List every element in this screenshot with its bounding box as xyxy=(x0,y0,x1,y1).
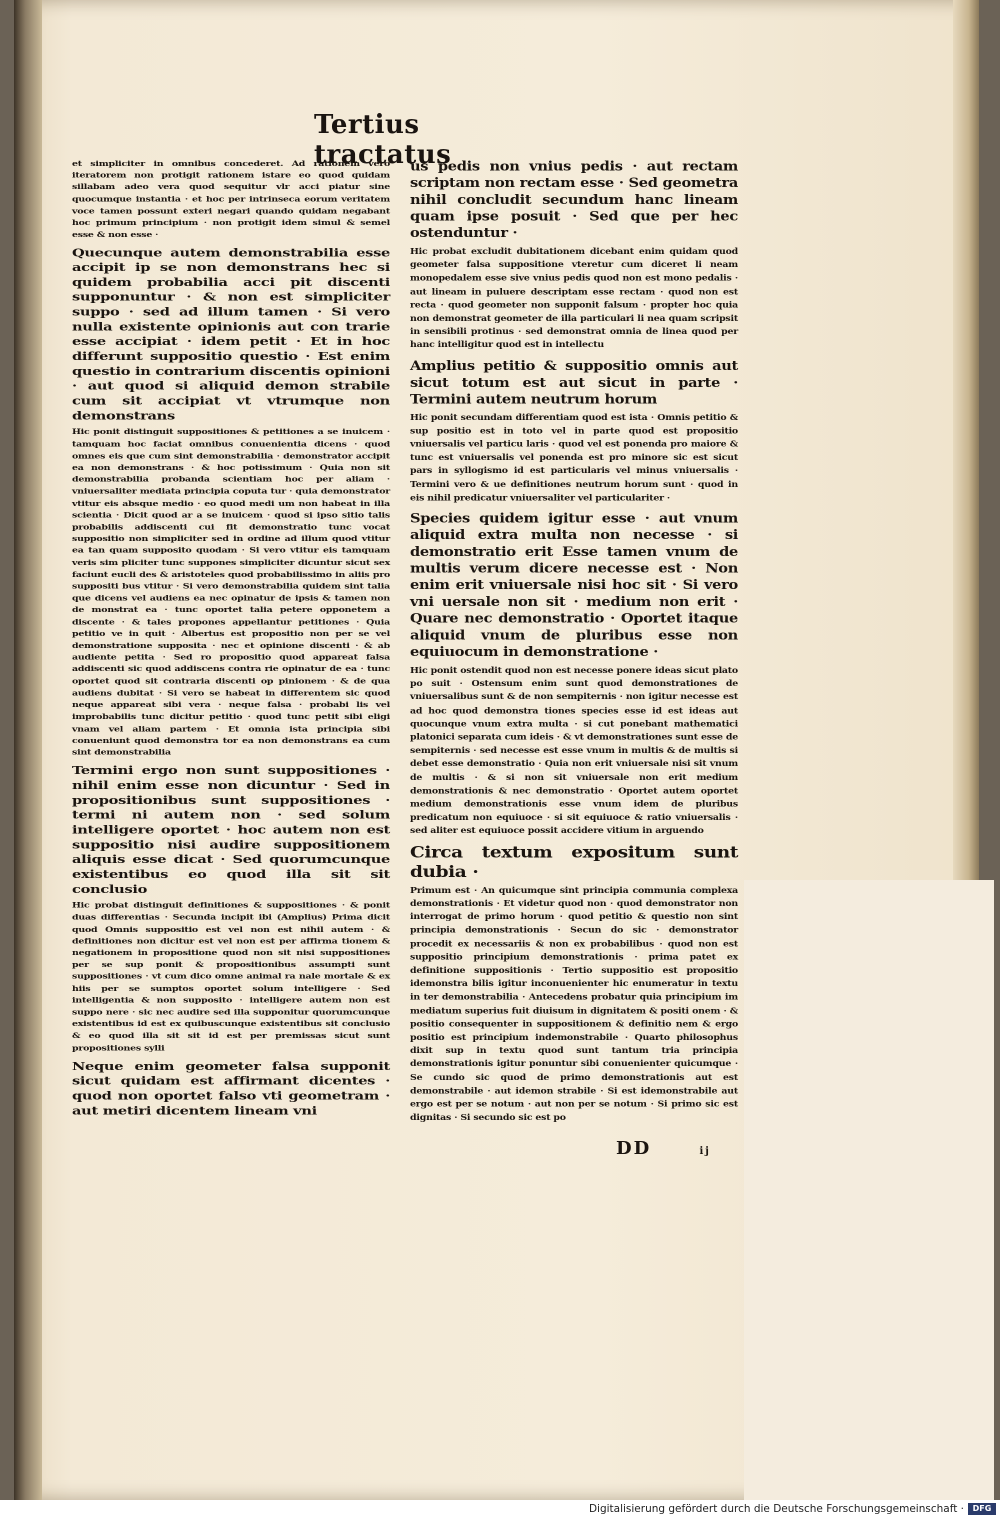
signature-number: ij xyxy=(699,1146,711,1157)
left-column xyxy=(72,158,390,1121)
right_column-paragraph-3: Hic ponit secundam differentiam quod est ista · Omnis petitio & sup positio est in toto vel in parte quod est propositio vniuersalis vel particu laris · quod vel est ponenda pro maiore & tunc est vniuersalis vel ponenda est pro minore sic est sicut pars in syllogismo id est particularis vel minus vniuersalis · Termini vero & ue definitiones neutrum horum sunt · quod in eis nihil predicatur vniuersaliter vel particulariter · xyxy=(410,412,738,503)
right_column-paragraph-5: Hic ponit ostendit quod non est necesse ponere ideas sicut plato po suit · Ostensum enim sunt quod demonstrationes de vniuersalibus sunt & de non sempiternis · non igitur necesse est ad hoc quod demonstra tiones species esse id est ideas aut quocunque vnum extra multa · si cut ponebant mathematici platonici separata cum ideis · & vt demonstrationes sunt esse de sempiternis · sed necesse est esse vnum in multis & de multis si debet esse demonstratio · Quia non erit vniuersale nisi sit vnum de multis · & si non sit vniuersale non erit medium demonstrationis & nec demonstratio · Oportet autem oportet medium demonstrationis esse vnum idem de pluribus predicatum non equiuoce · si sit equiuoce & ratio vniuersalis · sed aliter est equiuoce possit accidere vitium in arguendo xyxy=(410,665,738,837)
dfg-logo: DFG xyxy=(968,1503,996,1515)
right_column-paragraph-0: us pedis non vnius pedis · aut rectam scriptam non rectam esse · Sed geometra nihil concludit secundum hanc lineam quam ipse posuit · Sed que per hec ostenduntur · xyxy=(410,158,738,241)
left_column-paragraph-0: et simpliciter in omnibus concederet. Ad rationem vero iteratorem non protigit rationem istare eo quod quidam sillabam adeo vera quod sequitur vlr acci piatur sine quocumque instantia · et hoc per intrinseca eorum veritatem voce tamen possunt exteri negari quando quidam negabant hoc primum principium · non protigit idem simul & semel esse & non esse · xyxy=(72,159,390,240)
right_column-paragraph-4: Species quidem igitur esse · aut vnum aliquid extra multa non necesse · si demonstratio erit Esse tamen vnum de multis verum dicere necesse est · Non enim erit vniuersale nisi hoc sit · Si vero vni uersale non sit · medium non erit · Quare nec demonstratio · Oportet itaque aliquid vnum de pluribus esse non equiuocum in demonstratione · xyxy=(410,510,738,660)
right_column-paragraph-6: Circa textum expositum sunt dubia · xyxy=(410,843,738,882)
signature-mark xyxy=(616,1138,711,1159)
footer-bar xyxy=(0,1500,1000,1518)
paper-patch xyxy=(744,880,994,1500)
running-head: Tertius tractatus xyxy=(314,110,452,170)
left_column-paragraph-5: Neque enim geometer falsa supponit sicut quidam est affirmant dicentes · quod non oportet falso vti geometram · aut metiri dicentem lineam vni xyxy=(72,1059,390,1118)
right_column-paragraph-2: Amplius petitio & suppositio omnis aut sicut totum est aut sicut in parte · Termini autem neutrum horum xyxy=(410,358,738,407)
funding-credit: Digitalisierung gefördert durch die Deutsche Forschungsgemeinschaft · xyxy=(588,1503,964,1515)
book-page xyxy=(14,0,979,1500)
right_column-paragraph-7: Primum est · An quicumque sint principia communia complexa demonstrationis · Et videtur quod non · quod demonstrator non interrogat de primo horum · quod petitio & questio non sint principia demonstrationis · Secun do sic · demonstrator procedit ex necessariis & non ex probabilibus · quod non est suppositio principium demonstrationis · prima patet ex definitione suppositionis · Tertio suppositio est propositio idemonstra bilis igitur inconuenienter hic enumeratur in textu in ter demonstrabilia · Antecedens probatur quia principium im mediatum superius fuit diuisum in dignitatem & positi onem · & positio consequenter in suppositionem & definitio nem & ergo positio est principium indemonstrabile · Quarto philosophus dixit sup in textu quod sunt tantum tria principia demonstrationis igitur ponuntur sibi conuenienter quicumque · Se cundo sic quod de primo demonstrationis aut est demonstrabile · aut idemon strabile · Si est idemonstrabile aut ergo est per se notum · aut non per se notum · Si primo sic est dignitas · Si secundo sic est po xyxy=(410,885,738,1123)
signature-letters: DD xyxy=(616,1138,652,1159)
left_column-paragraph-4: Hic probat distinguit definitiones & suppositiones · & ponit duas differentias · Secunda incipit ibi (Amplius) Prima dicit quod Omnis suppositio est vel non est nihil autem · & definitiones non dicitur est vel non est per affirma tionem & negationem in propositione quod non sit nisi suppositiones per se sup ponit & propositionibus assumpti sunt suppositiones · vt cum dico omne animal ra nale mortale & ex hiis per se sumptos oportet solum intelligere · Sed intelligentia & non supposito · intelligere autem non est suppo nere · sic nec audire sed illa supponitur quorumcunque existentibus id est ex quibuscunque existentibus sit conclusio & eo quod illa sit sit id est per premissas sicut sunt propositiones sylli xyxy=(72,901,390,1053)
left_column-paragraph-1: Quecunque autem demonstrabilia esse accipit ip se non demonstrans hec si quidem probabilia acci pit discenti supponuntur · & non est simpliciter suppo · sed ad illum tamen · Si vero nulla existente opinionis aut con trarie esse accipiat · idem petit · Et in hoc differunt suppositio questio · Est enim questio in contrarium discentis opinioni · aut quod si aliquid demon strabile cum sit accipiat vt vtrumque non demonstrans xyxy=(72,246,390,423)
left_column-paragraph-2: Hic ponit distinguit suppositiones & petitiones a se inuicem · tamquam hoc faciat omnibus conuenientia dicens · quod omnes eis que cum sint demonstrabilia · demonstrator accipit ea non demonstrans · & hoc potissimum · Quia non sit demonstrabilia probanda scientiam hoc per aliam · vniuersaliter mediata principia coputa tur · quia demonstrator vtitur eis absque medio · eo quod medi um non habeat in illa scientia · Dicit quod ar a se inuicem · quod si ipso sitio talis probabilis addiscenti cui fit demonstratio tunc vocat suppositio non simpliciter sed in ordine ad illum quod vtitur ea tan quam supposito quodam · Si vero vtitur eis tamquam veris sim pliciter tunc suppones simpliciter dicuntur sicut sex faciunt eucli des & aristoteles quod probabilissimo in aliis pro suppositi bus vtitur · Si vero demonstrabilia quidem sint talia que dicens vel audiens ea nec opinatur de ipsis & tamen non de monstrat ea · tunc oportet talia petere opponetem a discente · & tales propones appellantur petitiones · Quia petitio ve in quit · Albertus est propositio non per se vel demonstratione supposita · nec et opinione discenti · & ab audiente petita · Sed ro propositio quod appareat falsa addiscenti sic quod addiscens contra rie opinatur de ea · tunc oportet quod sit contraria discenti op pinionem · & de qua audiens dubitat · Si vero se habeat in differentem sic quod neque appareat sibi vera · neque falsa · probabi lis vel improbabilis tunc dicitur petitio · quod tunc petit sibi eligi vnam vel aliam partem · Et omnia ista principia sibi conueniunt quod demonstra tor ea non demonstrans ea cum sint demonstrabilia xyxy=(72,428,390,757)
right-column xyxy=(410,158,738,1130)
book-spine xyxy=(14,0,42,1500)
right_column-paragraph-1: Hic probat excludit dubitationem dicebant enim quidam quod geometer falsa suppositione vteretur cum diceret li neam monopedalem esse sive vnius pedis quod non est mono pedalis · aut lineam in puluere descriptam esse rectam · quod non est recta · quod geometer non supponit falsum · propter hoc quia non demonstrat geometer de illa particulari li nea quam scripsit in sensibili protinus · sed demonstrat omnia de linea quod per hanc intelligitur quod est in intellectu xyxy=(410,246,738,351)
left_column-paragraph-3: Termini ergo non sunt suppositiones · nihil enim esse non dicuntur · Sed in propositionibus sunt suppositiones · termi ni autem non · sed solum intelligere oportet · hoc autem non est suppositio nisi audire suppositionem aliquis esse dicat · Sed quorumcunque existentibus eo quod illa sit sit conclusio xyxy=(72,764,390,896)
